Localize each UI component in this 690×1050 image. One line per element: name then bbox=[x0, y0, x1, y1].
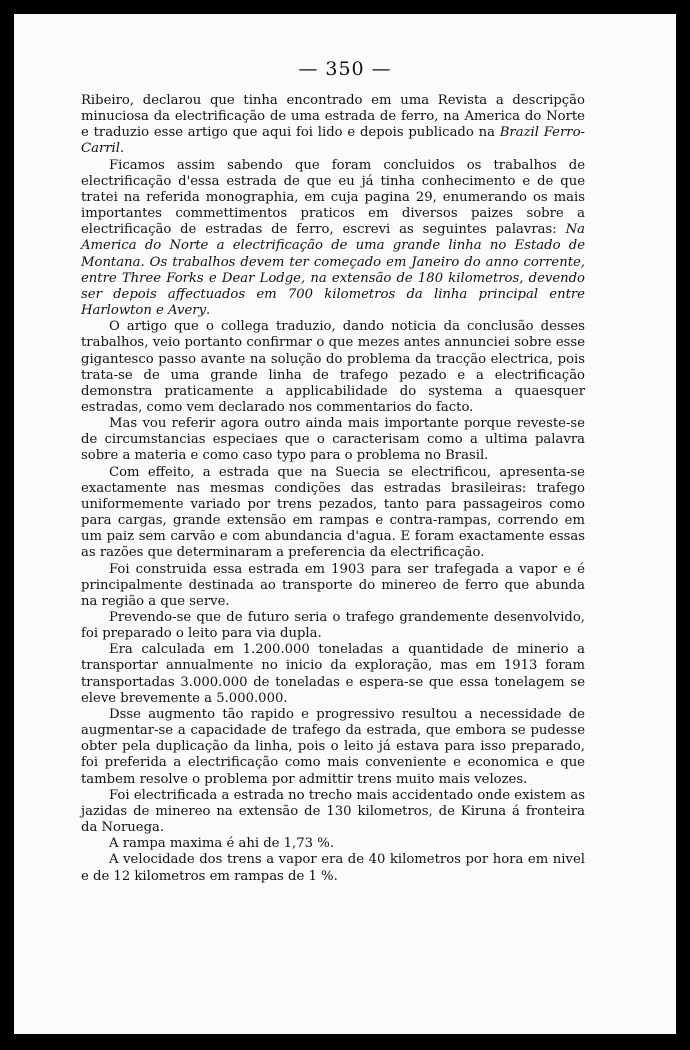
publication-title: Brazil Ferro-Carril bbox=[81, 125, 585, 157]
paragraph-8: Era calculada em 1.200.000 toneladas a quantidade de minerio a transportar annualmente no inicio da exploração, mas em 1913 foram transportadas 3.000.000 de toneladas e espera-se que essa tonelagem se eleve brevemente a 5.000.000. bbox=[81, 642, 585, 706]
paragraph-5: Com effeito, a estrada que na Suecia se electrificou, apresenta-se exactamente nas mesmas condições das estradas brasileiras: trafego uniformemente variado por trens pezados, tanto para passageiros como para cargas, grande extensão em rampas e contra-rampas, correndo em um paiz sem carvão e com abundancia d'agua. E foram exactamente essas as razões que determinaram a preferencia da electrificação. bbox=[81, 464, 585, 561]
paragraph-4: Mas vou referir agora outro ainda mais importante porque reveste-se de circumstancias especiaes que o caracterisam como a ultima palavra sobre a materia e como caso typo para o problema no Brasil. bbox=[81, 416, 585, 464]
paragraph-2-end: . bbox=[206, 303, 211, 319]
body-text bbox=[81, 93, 585, 885]
paragraph-9: Dsse augmento tão rapido e progressivo resultou a necessidade de augmentar-se a capacidade de trafego da estrada, que embora se pudesse obter pela duplicação da linha, pois o leito já estava para isso preparado, foi preferida a electrificação como mais conveniente e economica e que tambem resolve o problema por admittir trens muito mais velozes. bbox=[81, 706, 585, 787]
paragraph-6: Foi construida essa estrada em 1903 para ser trafegada a vapor e é principalmente destinada ao transporte do minereo de ferro que abunda na região a que serve. bbox=[81, 561, 585, 609]
paragraph-1-end: . bbox=[120, 141, 125, 157]
paragraph-1 bbox=[81, 93, 585, 158]
paragraph-11: A rampa maxima é ahi de 1,73 %. bbox=[109, 836, 334, 852]
quoted-passage: Na America do Norte a electrificação de uma grande linha no Estado de Montana. Os trabalhos devem ter começado em Janeiro do anno corrente, entre Three Forks e Dear Lodge, na extensão de 180 kilometros, devendo ser depois affectuados em 700 kilometros da linha principal entre Harlowton e Avery bbox=[81, 222, 585, 319]
paragraph-10: Foi electrificada a estrada no trecho mais accidentado onde existem as jazidas de minereo na extensão de 130 kilometros, de Kiruna á fronteira da Noruega. bbox=[81, 787, 585, 836]
paragraph-12: A velocidade dos trens a vapor era de 40 kilometros por hora em nivel e de 12 kilometros em rampas de 1 %. bbox=[81, 852, 585, 884]
paragraph-3: O artigo que o collega traduzio, dando noticia da conclusão desses trabalhos, veio portanto confirmar o que mezes antes annunciei sobre esse gigantesco passo avante na solução do problema da tracção electrica, pois trata-se de uma grande linha de trafego pezado e a electrificação demonstra praticamente a applicabilidade do systema a quaesquer estradas, como vem declarado nos commentarios do facto. bbox=[81, 319, 585, 415]
paragraph-1-text: Ribeiro, declarou que tinha encontrado em uma Revista a descripção minuciosa da electrificação de uma estrada de ferro, na America do Norte e traduzio esse artigo que aqui foi lido e depois publicado na bbox=[81, 93, 585, 141]
paragraph-7: Prevendo-se que de futuro seria o trafego grandemente desenvolvido, foi preparado o leito para via dupla. bbox=[81, 610, 585, 642]
paragraph-2 bbox=[81, 158, 585, 320]
paragraph-2-text: Ficamos assim sabendo que foram concluidos os trabalhos de electrificação d'essa estrada de que eu já tinha conhecimento e de que tratei na referida monographia, em cuja pagina 29, enumerando os mais importantes commettimentos praticos em diversos paizes sobre a electrificação de estradas de ferro, escrevi as seguintes palavras: bbox=[81, 157, 585, 238]
book-page bbox=[14, 14, 676, 1034]
page-number: — 350 — bbox=[298, 58, 392, 80]
